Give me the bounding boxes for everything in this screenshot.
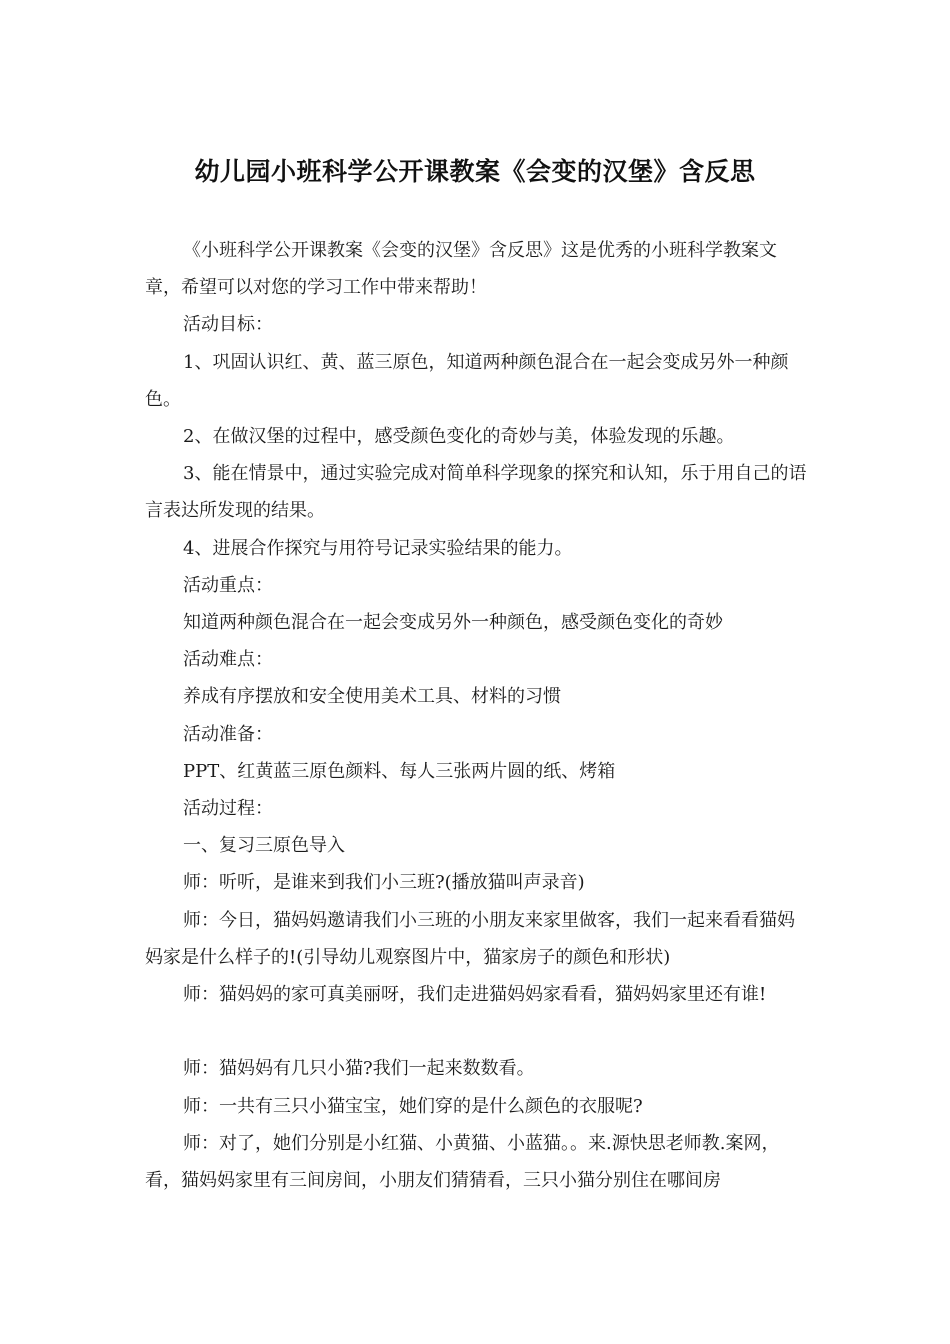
key-points-text: 知道两种颜色混合在一起会变成另外一种颜色，感受颜色变化的奇妙 [183,612,723,634]
section-heading-process: 活动过程： [183,798,273,820]
section-heading-preparation: 活动准备： [183,723,273,745]
dialogue-line: 师：猫妈妈的家可真美丽呀，我们走进猫妈妈家看看，猫妈妈家里还有谁! [183,984,767,1006]
dialogue-line: 师：一共有三只小猫宝宝，她们穿的是什么颜色的衣服呢? [183,1095,643,1117]
document-body [145,232,810,1199]
dialogue-line: 师：猫妈妈有几只小猫?我们一起来数数看。 [183,1058,535,1080]
goal-item-2: 2、在做汉堡的过程中，感受颜色变化的奇妙与美，体验发现的乐趣。 [183,426,735,448]
preparation-text: PPT、红黄蓝三原色颜料、每人三张两片圆的纸、烤箱 [183,760,616,782]
dialogue-line: 师：今日，猫妈妈邀请我们小三班的小朋友来家里做客，我们一起来看看猫妈妈家是什么样子的!(引导幼儿观察图片中，猫家房子的颜色和形状) [145,909,795,968]
section-heading-difficulties: 活动难点： [183,649,273,671]
section-heading-goals: 活动目标： [183,314,273,336]
document-title: 幼儿园小班科学公开课教案《会变的汉堡》含反思 [194,157,756,186]
section-heading-key-points: 活动重点： [183,574,273,596]
difficulties-text: 养成有序摆放和安全使用美术工具、材料的习惯 [183,686,561,708]
goal-item-1: 1、巩固认识红、黄、蓝三原色，知道两种颜色混合在一起会变成另外一种颜色。 [145,351,789,410]
intro-paragraph: 《小班科学公开课教案《会变的汉堡》含反思》这是优秀的小班科学教案文章，希望可以对您的学习工作中带来帮助！ [145,240,777,299]
dialogue-line: 师：听听，是谁来到我们小三班?(播放猫叫声录音) [183,872,585,894]
blank-line [145,1013,810,1050]
goal-item-4: 4、进展合作探究与用符号记录实验结果的能力。 [183,537,573,559]
process-step-1-heading: 一、复习三原色导入 [183,835,345,857]
goal-item-3: 3、能在情景中，通过实验完成对简单科学现象的探究和认知，乐于用自己的语言表达所发现的结果。 [145,463,807,522]
dialogue-line: 师：对了，她们分别是小红猫、小黄猫、小蓝猫。。来.源快思老师教.案网，看，猫妈妈家里有三间房间，小朋友们猜猜看，三只小猫分别住在哪间房 [145,1132,780,1192]
